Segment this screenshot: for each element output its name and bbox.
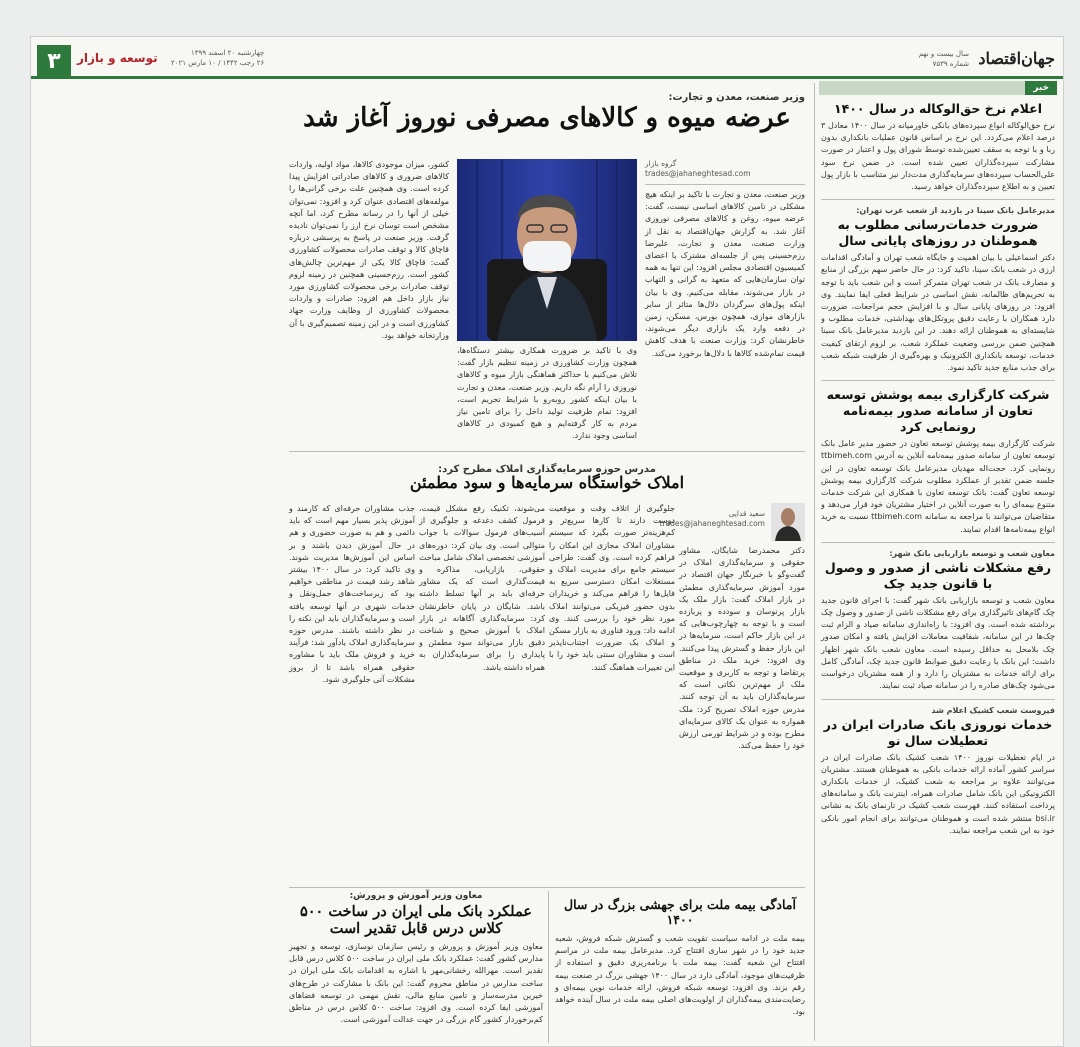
divider <box>645 184 805 185</box>
column-divider <box>548 891 549 1043</box>
paper-name: جهان‌اقتصاد <box>978 49 1055 68</box>
issue-info: سال بیست و نهم شماره ۷۵۳۹ <box>918 50 969 68</box>
bank-melli-article: معاون وزیر آموزش و پرورش: عملکرد بانک ملی ایران در ساخت ۵۰۰ کلاس درس قابل تقدیر است معاون وزیر آموزش و پرورش و رئیس سازمان نوسازی، توسعه و تجهیز مدارس کشور گفت: عملکرد بانک ملی ایران در ساخت ۵۰۰ کلاس درس قابل تقدیر است. مهرالله رخشانی‌مهر با اشاره به اقدامات بانک ملی ایران در ساخت مدارس در مناطق محروم گفت: این بانک با مشارکت در طرح‌های خیرین مدرسه‌ساز و تامین منابع مالی، نقش مهمی در توسعه فضاهای آموزشی ایفا کرده است. وی افزود: ساخت ۵۰۰ کلاس درس در مناطق کم‌برخوردار کشور گام بزرگی در جهت عدالت آموزشی است. <box>289 891 544 1025</box>
section-title: توسعه و بازار <box>77 51 158 65</box>
housing-col-1: سعید قدایی trades@jahaneghtesad.com دکتر محمدرضا شایگان، مشاور حقوقی و سرمایه‌گذاری املاک در گفت‌وگو با خبرنگار جهان اقتصاد در مورد آموزش سرمایه‌گذاری مطمئن در بازار املاک گفت: بازار ملک یک بازار پرنوسان و سودده و پربازده است و با توجه به چهارچوب‌هایی که در این بازار حاکم است، سرمایه‌ها در این بازار حفظ و گسترش پیدا می‌کنند. وی افزود: خرید ملک در مناطق پرتقاضا و توجه به کاربری و موقعیت ملک از مهم‌ترین نکاتی است که سرمایه‌گذاران باید به آن توجه کنند. مدرس حوزه املاک تصریح کرد: ملک همواره به عنوان یک کالای سرمایه‌ای مطرح بوده و در شرایط تورمی ارزش خود را حفظ می‌کند. <box>679 503 805 883</box>
news-item-kicker: معاون شعب و توسعه بازاریابی بانک شهر: <box>889 548 1055 558</box>
lead-headline-wrap <box>289 103 805 145</box>
news-item-kicker: فیروست شعب کشیک اعلام شد <box>931 705 1055 715</box>
housing-headline: املاک خواستگاه سرمایه‌ها و سود مطمئن <box>409 473 685 492</box>
minister-photo <box>457 159 637 341</box>
section-divider <box>289 451 805 452</box>
divider <box>821 380 1055 381</box>
news-item <box>821 549 1055 693</box>
bime-mellat-article: آمادگی بیمه ملت برای جهشی بزرگ در سال ۱۴۰۰ بیمه ملت در ادامه سیاست تقویت شعب و گسترش شبکه فروش، شعبه جدید خود را در شهر ساری افتتاح کرد. مدیرعامل بیمه ملت در مراسم افتتاح این شعبه گفت: بیمه ملت با برنامه‌ریزی دقیق و استفاده از ظرفیت‌های موجود، آمادگی دارد در سال ۱۴۰۰ جهشی بزرگ در صنعت بیمه رقم بزند. وی افزود: توسعه شبکه فروش، ارائه خدمات نوین بیمه‌ای و رضایت‌مندی بیمه‌گذاران از اولویت‌های اصلی بیمه ملت در سال آینده خواهد بود. <box>555 897 806 1017</box>
news-tag: خبر <box>1025 81 1057 95</box>
lead-col-1: گروه بازار trades@jahaneghtesad.com وزیر صنعت، معدن و تجارت با تاکید بر اینکه هیچ مشکلی در تامین کالاهای اساسی نیست، گفت: عرضه میوه، روغن و کالاهای مصرفی نوروزی آغاز شد. به گزارش جهان‌اقتصاد به نقل از وزارت صنعت، معدن و تجارت، علیرضا رزم‌حسینی پس از جلسه‌ای مشترک با اعضای کمیسیون اقتصادی مجلس افزود: این تنها به همه توان سازمان‌هایی که متعهد به گرانی و التهاب در بازار می‌شوند، مقابله می‌کنیم. وی با بیان اینکه پول‌های سرگردان دلال‌ها متاثر از سایر بازارهای موازی، همچون بورس، مسکن، زمین در دفعه وارد یک بازاری دیگر می‌شوند، خاطرنشان کرد: وزارت صنعت با هدف کاهش قیمت تمام‌شده کالاها با دلال‌ها برخورد می‌کند. <box>645 159 805 358</box>
news-item-body: نرخ حق‌الوکاله انواع سپرده‌های بانکی خاورمیانه در سال ۱۴۰۰ معادل ۳ درصد اعلام می‌کردد. این نرخ بر اساس قانون عملیات بانکداری بدون ربا و با توجه به سقف تعیین‌شده توسط شورای پول و اعتبار در صورت مشارکت سپرده‌گذاران تعیین شده است. در ضمن نرخ سود علی‌الحساب سپرده‌های سرمایه‌گذاری مدت‌دار نیز متناسب با بازار پول تعیین و به اطلاع سپرده‌گذاران خواهد رسید. <box>821 121 1055 192</box>
news-item-title: شرکت کارگزاری بیمه پوشش توسعه تعاون از سامانه صدور بیمه‌نامه رونمایی کرد <box>826 387 1050 435</box>
lead-byline: گروه بازار <box>645 159 677 168</box>
lead-headline: عرضه میوه و کالاهای مصرفی نوروز آغاز شد <box>303 103 791 133</box>
news-item-title: ضرورت خدمات‌رسانی مطلوب به هموطنان در روزهای پایانی سال <box>837 217 1039 249</box>
news-item-kicker: مدیرعامل بانک سینا در بازدید از شعب غرب تهران: <box>856 206 1055 216</box>
bime-mellat-headline: آمادگی بیمه ملت برای جهشی بزرگ در سال ۱۴۰۰ <box>564 897 796 927</box>
news-item-body: دکتر اسماعیلی با بیان اهمیت و جایگاه شعب تهران و آمادگی اقدامات ارزی در شعب بانک سینا، تاکید کرد: در حال حاضر سهم بزرگی از منابع و مصارف بانک در شعب تهران متمرکز است و این شعب باید با توجه به تحریم‌های ظالمانه، نقش اساسی در شرایط فعلی ایفا نمایند. وی افزود: در روزهای پایانی سال و با افزایش حجم مراجعات، ضرورت دارد همکاران با رعایت دقیق پروتکل‌های بهداشتی، خدمات مطلوب و شایسته‌ای به هموطنان ارائه دهند. در این بازدید مدیرعامل بانک سینا همچنین ضمن بررسی وضعیت عملکرد شعب، بر لزوم ارتقای کیفیت خدمات، توسعه بانکداری الکترونیک و بهره‌گیری از ظرفیت شبکه شعب برای جذب منابع جدید تاکید نمود. <box>821 253 1055 373</box>
news-item-body: در ایام تعطیلات نوروز ۱۴۰۰ شعب کشیک بانک صادرات ایران در سراسر کشور آماده ارائه خدمات بانکی به هموطنان هستند. مشتریان می‌توانند علاوه بر مراجعه به شعب کشیک، از خدمات بانکداری الکترونیکی این بانک شامل صادرات همراه، اینترنت بانک و سامانه‌های پرداخت استفاده کنند. فهرست شعب کشیک در تارنمای بانک به نشانی bsi.ir منتشر شده است و هموطنان می‌توانند برای انجام امور بانکی خود به این شعب مراجعه نمایند. <box>821 752 1055 835</box>
lead-col-3: وی با تاکید بر ضرورت همکاری بیشتر دستگاه‌ها، همچون وزارت کشاورزی در زمینه تنظیم بازار گفت: تلاش می‌کنیم با حداکثر هماهنگی بازار میوه و کالاهای نوروزی را آرام نگه داریم. وزیر صنعت، معدن و تجارت با بیان اینکه کشور روبه‌رو با شرایط تحریم است، افزود: تمام ظرفیت تولید داخل را برای تامین نیاز مردم به کار گرفته‌ایم و هیچ کمبودی در کالاهای اساسی وجود ندارد. <box>457 346 637 441</box>
author-portrait-image <box>771 503 805 541</box>
news-item-body: شرکت کارگزاری بیمه پوشش توسعه تعاون در حضور مدیر عامل بانک توسعه تعاون از سامانه صدور بیمه‌نامه آنلاین به آدرس ttbimeh.com رونمایی کرد. حجت‌اله مهدیان مدیرعامل بانک توسعه تعاون در این جلسه ضمن تقدیر از عملکرد مطلوب شرکت کارگزاری بیمه پوشش توسعه تعاون گفت: بانک توسعه تعاون با همکاری این شرکت خدمات متنوع بیمه‌ای را به صورت آنلاین در اختیار مشتریان خود قرار می‌دهد و متقاضیان می‌توانند با مراجعه به سامانه ttbimeh.com نسبت به خرید انواع بیمه‌نامه‌ها اقدام نمایند. <box>821 439 1055 534</box>
housing-col-2: جلوگیری از اتلاف وقت و موقعیت دوست دارند تا کارها سریع‌تر و کم‌هزینه‌تر صورت بگیرد که سیستم مشاوران املاک مجازی این امکان را فراهم کرده است. وی گفت: طراحی سیستم جامع برای مدیریت املاک و مستغلات امکان دسترسی سریع به فایل‌ها را فراهم می‌کند و خریداران بدون حضور فیزیکی می‌توانند املاک مورد نظر خود را بررسی کنند. وی ادامه داد: ورود فناوری به بازار مسکن و املاک یک ضرورت اجتناب‌ناپذیر است و مشاوران سنتی باید خود را با این تغییرات هماهنگ کنند. <box>549 504 675 672</box>
news-item <box>821 101 1055 193</box>
column-divider <box>814 83 815 1041</box>
news-item <box>821 706 1055 837</box>
housing-headline-wrap <box>289 473 805 499</box>
divider <box>821 542 1055 543</box>
author-photo <box>771 503 805 541</box>
news-item-title: رفع مشکلات ناشی از صدور و وصول با قانون جدید چک <box>824 559 1052 591</box>
divider <box>821 699 1055 700</box>
lead-kicker: وزیر صنعت، معدن و تجارت: <box>668 92 805 103</box>
bank-melli-headline: عملکرد بانک ملی ایران در ساخت ۵۰۰ کلاس درس قابل تقدیر است <box>299 903 533 937</box>
bank-melli-kicker: معاون وزیر آموزش و پرورش: <box>349 891 483 901</box>
news-item <box>821 206 1055 374</box>
news-sidebar <box>821 99 1055 1045</box>
divider <box>821 199 1055 200</box>
housing-email: trades@jahaneghtesad.com <box>659 519 765 528</box>
housing-byline: سعید قدایی <box>728 509 765 518</box>
housing-kicker: مدرس حوزه سرمایه‌گذاری املاک مطرح کرد: <box>438 464 656 475</box>
housing-col-4: جذب مشاوران حرفه‌ای که کارمند و آموزش پذیر بسیار مهم است که باید دائمی و هم به صورت حضوری و هم در حال آموزش دیدن باشند و بر اساس این آموزش‌ها مدیریت شوند. وی تاکید کرد: در سال ۱۴۰۰ بیشتر شاهد رشد قیمت در مناطقی خواهیم بود که زیرساخت‌های حمل‌ونقل و خدمات شهری در آنها توسعه یافته است و سرمایه‌گذاران باید این نکته را در نظر داشته باشند. مدرس حوزه سرمایه‌گذاری املاک یادآور شد: فرآیند خرید و فروش ملک باید با مشاوره حقوقی همراه باشد تا از بروز مشکلات آتی جلوگیری شود. <box>289 504 415 684</box>
lead-email: trades@jahaneghtesad.com <box>645 169 751 178</box>
news-sidebar-header <box>819 81 1057 95</box>
news-item <box>821 387 1055 536</box>
page-number: ۳ <box>37 45 71 79</box>
masthead <box>31 43 1063 79</box>
housing-byline-row <box>659 503 805 541</box>
section-divider <box>289 887 805 888</box>
news-item-title: خدمات نوروزی بانک صادرات ایران در تعطیلات سال نو <box>823 716 1053 748</box>
lead-col-2: کشور، میزان موجودی کالاها، مواد اولیه، واردات کالاهای ضروری و کالاهای صادراتی افزایش پیدا کرده است. وی همچنین علت برخی گرانی‌ها را مولفه‌های اقتصادی عنوان کرد و افزود: نمی‌توان خیلی از آنها را در رسانه مطرح کرد، اما آنچه مشخص است توسان نرخ ارز را نمی‌توان نادیده گرفت. وزیر صنعت در پاسخ به پرسشی درباره قاچاق کالا و توقف صادرات محصولات کشاورزی گفت: قاچاق کالا یکی از مهم‌ترین چالش‌های کشور است. رزم‌حسینی همچنین در زمینه لزوم توقف صادرات برخی محصولات کشاورزی مورد نیاز بازار داخل هم افزود: صادرات و واردات محصولات کشاورزی از وظایف وزارت جهاد کشاورزی است و در این زمینه تصمیم‌گیری با آن وزارتخانه خواهد بود. <box>289 160 449 340</box>
housing-col-3: می‌شوند، تکنیک رفع مشکل قیمت، فرمول کشف دغدغه و جلوگیری از آسیب‌های فرمول سوالات با جواب متوالی است. وی بیان کرد: دوره‌های آموزشی تخصصی املاک شامل مباحث حقوقی، بازاریابی، مذاکره و قیمت‌گذاری است که یک مشاور حرفه‌ای باید بر آنها تسلط داشته باشد. شایگان در پایان خاطرنشان کرد: سرمایه‌گذاری آگاهانه در بازار املاک با آموزش صحیح و شناخت دقیق بازار می‌تواند سود مطمئن و پایداری را برای سرمایه‌گذاران به همراه داشته باشد. <box>419 504 545 672</box>
news-item-body: معاون شعب و توسعه بازاریابی بانک شهر گفت: با اجرای قانون جدید چک گام‌های تاثیرگذاری برای رفع مشکلات ناشی از صدور و وصول چک برداشته شده است. وی افزود: با راه‌اندازی سامانه صیاد و الزام ثبت چک‌ها در این سامانه، شفافیت معاملات افزایش یافته و امکان صدور چک بلامحل به حداقل رسیده است. معاون شعب بانک شهر اظهار داشت: این بانک با رعایت دقیق ضوابط قانون جدید چک، آمادگی کامل برای ارائه خدمات به مشتریان را دارد و از همه مشتریان درخواست می‌شود چک‌های صادره را در سامانه صیاد ثبت نمایند. <box>821 595 1055 691</box>
date-info: چهارشنبه ۲۰ اسفند ۱۳۹۹ ۲۶ رجب ۱۴۴۲ / ۱۰ مارس ۲۰۲۱ <box>171 49 265 67</box>
news-item-title: اعلام نرخ حق‌الوکاله در سال ۱۴۰۰ <box>833 101 1042 116</box>
newspaper-page <box>30 36 1064 1047</box>
minister-portrait-image <box>457 159 637 341</box>
